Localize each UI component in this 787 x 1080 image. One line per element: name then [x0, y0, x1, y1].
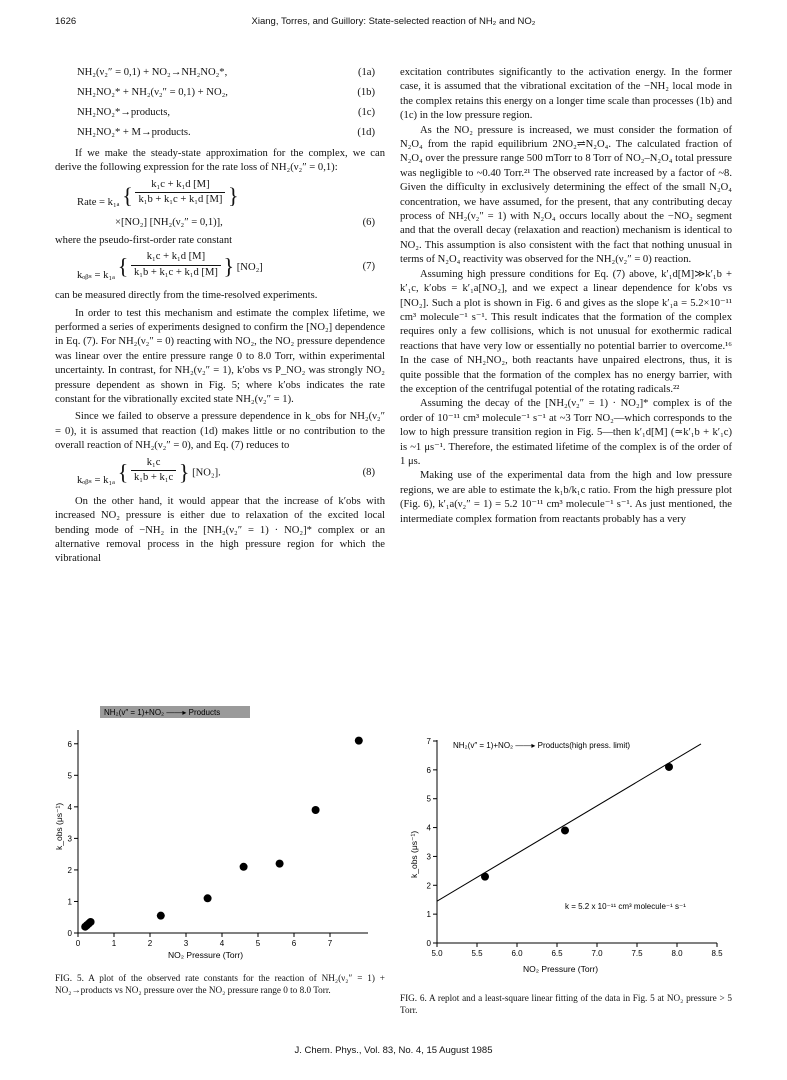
paragraph: As the NO₂ pressure is increased, we must consider the formation of N₂O₄ from the rapid equilibrium 2NO₂⇌N₂O₄. The calculated fraction of N₂O₄ over the pressure range 500 mTorr to 8 Torr of NO₂–N₂O₄ total pressure was negligible to ~0.40 Torr.²¹ The observed rate increased by a factor of ~8. Given the difficulty in exclusively determining the effect of the small N₂O₄ concentration, we have assumed, for the present, that any contributing decay process of NH₂(ν₂″ = 1) with N₂O₄ occurs locally about the −NO₂ segment and that the overall decay (relaxation and reaction) mechanism is identical to NO₂. This assumption is also consistent with the fact that nothing unusual in terms of N₂O₄ reactivity was observed for the NH₂(ν₂″ = 0) reaction.	[400, 124, 732, 266]
fig5-y-tick-label: 2	[67, 865, 72, 875]
paragraph: In order to test this mechanism and estimate the complex lifetime, we performed a series of experiments designed to confirm the [NO₂] dependence in Eq. (7). For NH₂(ν₂″ = 0) reacting with NO₂, the NO₂ pressure dependence was linear over the entire pressure range 0 to 8.0 Torr, within experimental uncertainty. In contrast, for NH₂(ν₂″ = 1), k′obs vs P_NO₂ was strongly NO₂ pressure dependent as shown in Fig. 5; where k′obs indicates the rate constant for the vibrationally excited state NH₂(ν₂″ = 1).	[55, 307, 385, 406]
fig6-data-point	[561, 826, 569, 834]
fig5-x-tick-label: 3	[183, 939, 189, 948]
right-column	[400, 66, 732, 527]
fig6-y-tick-label: 0	[426, 939, 431, 948]
fig5-x-tick-label: 2	[147, 939, 153, 948]
left-column	[55, 66, 385, 567]
fig6-y-tick-label: 3	[426, 852, 431, 862]
equation-1a: NH₂(ν₂″ = 0,1) + NO₂→NH₂NO₂*, (1a)	[77, 67, 375, 78]
figure-6-caption: FIG. 6. A replot and a least-square linear fitting of the data in Fig. 5 at NO₂ pressure > 5 Torr.	[400, 993, 732, 1015]
fig6-x-tick-label: 8.5	[711, 949, 723, 958]
fig5-data-point	[157, 912, 165, 920]
paragraph: Making use of the experimental data from the high and low pressure regions, we are able to estimate the k₁b/k₁c ratio. From the high pressure plot (Fig. 6), k′₁a(ν₂″ = 1) = 5.2 10⁻¹¹ cm³ molecule⁻¹ s⁻¹. As just mentioned, the intermediate complex formation from reactants probably has a very	[400, 470, 732, 525]
figure-5-caption: FIG. 5. A plot of the observed rate constants for the reaction of NH₂(ν₂″ = 1) + NO₂→products vs NO₂ pressure over the NO₂ pressure range 0 to 8.0 Torr.	[55, 973, 385, 995]
fig6-data-point	[481, 873, 489, 881]
paragraph: Assuming the decay of the [NH₂(ν₂″ = 1) · NO₂]* complex is of the order of 10⁻¹¹ cm³ molecule⁻¹ s⁻¹ at ~3 Torr NO₂—which corresponds to the low to high pressure transition region in Fig. 5—then k′₁d[M] (≃k′₁b + k′₁c) is ~1 μs⁻¹. Therefore, the estimated lifetime of the complex is of the order of 1 μs.	[400, 398, 732, 467]
paragraph: where the pseudo-first-order rate constant	[55, 234, 233, 246]
fig5-xlabel: NO₂ Pressure (Torr)	[168, 950, 244, 960]
fig6-legend: NH₂(v″ = 1)+NO₂ ——▸ Products(high press. limit)	[453, 741, 631, 750]
paragraph: can be measured directly from the time-resolved experiments.	[55, 290, 318, 302]
fig5-x-tick-label: 0	[75, 939, 81, 948]
fig5-x-tick-label: 1	[111, 939, 117, 948]
fig5-data-point	[276, 860, 284, 868]
fig6-annotation: k = 5.2 x 10⁻¹¹ cm³ molecule⁻¹ s⁻¹	[565, 902, 686, 911]
fig6-y-tick-label: 7	[426, 737, 431, 746]
fig5-y-tick-label: 3	[67, 834, 72, 844]
journal-footer: J. Chem. Phys., Vol. 83, No. 4, 15 August 1985	[294, 1045, 493, 1056]
fig5-legend: NH₂(v″ = 1)+NO₂ ——▸ Products	[104, 708, 221, 717]
fig5-ylabel: k_obs (μs⁻¹)	[54, 802, 64, 850]
equation-6: Rate = k₁ₐ { $\frac{\text{k₁c + k₁d [M]}}{\text{k₁b + k₁c + k₁d [M]}}$ }	[77, 178, 239, 209]
fig5-data-point	[355, 737, 363, 745]
fig5-x-tick-label: 6	[291, 939, 297, 948]
fig5-x-tick-label: 4	[219, 939, 225, 948]
fig6-y-tick-label: 2	[426, 881, 431, 891]
equation-1b: NH₂NO₂* + NH₂(ν₂″ = 0,1) + NO₂, (1b)	[77, 87, 375, 98]
fig5-y-tick-label: 6	[67, 739, 72, 749]
fig6-x-tick-label: 8.0	[671, 949, 683, 958]
paragraph: On the other hand, it would appear that the increase of k′obs with increased NO₂ pressure is either due to relaxation of the excited local bending mode of −NH₂ in the [NH₂(ν₂″ = 1) · NO₂]* complex or an alternative removal process in the high pressure region for which the vibrational	[55, 495, 385, 565]
page-number: 1626	[55, 16, 77, 27]
fig5-data-point	[204, 894, 212, 902]
paragraph: If we make the steady-state approximation for the complex, we can derive the following expression for the rate loss of NH₂(ν₂″ = 0,1):	[55, 148, 385, 174]
fig6-y-tick-label: 6	[426, 765, 431, 775]
running-title: Xiang, Torres, and Guillory: State-selected reaction of NH₂ and NO₂	[251, 16, 536, 27]
equation-1c: NH₂NO₂*→products, (1c)	[77, 107, 375, 118]
fig6-x-tick-label: 6.0	[511, 949, 523, 958]
fig5-y-tick-label: 4	[67, 802, 72, 812]
equation-8: kₒᵦₛ = k₁ₐ { $\frac{\text{k₁c}}{\text{k₁b + k₁c}}$ } [NO₂]. (8)	[77, 456, 375, 487]
fig5-y-tick-label: 1	[67, 897, 72, 907]
paragraph: excitation contributes significantly to the activation energy. In the former case, it is assumed that the vibrational excitation of the −NH₂ local mode in the complex retains this energy on a longer time scale than processes (1b) and (1c) in the low pressure region.	[400, 67, 732, 122]
paragraph: Assuming high pressure conditions for Eq. (7) above, k′₁d[M]≫k′₁b + k′₁c, k′obs = k′₁a[NO₂], and we expect a linear dependence for k′obs vs [NO₂]. Such a plot is shown in Fig. 6 and gives as the slope k′₁a = 5.2×10⁻¹¹ cm³ molecule⁻¹ s⁻¹. This result indicates that the formation of the complex requires only a few collisions, which is not unusual for exothermic radical reactions that have very low or essentially no potential barrier to overcome.¹⁶ In the case of NH₂NO₂, both reactants have unpaired electrons, thus, it is quite possible that the formation of the complex has no energy barrier, with the exception of the centrifugal potential of the rotating radicals.²²	[400, 268, 732, 395]
fig5-data-point	[312, 806, 320, 814]
equation-1d: NH₂NO₂* + M→products. (1d)	[77, 127, 375, 138]
equation-6-line2: ×[NO₂] [NH₂(ν₂″ = 0,1)], (6)	[115, 216, 375, 228]
fig5-y-tick-label: 0	[67, 929, 72, 938]
fig5-data-point	[87, 918, 95, 926]
paragraph: Since we failed to observe a pressure dependence in k_obs for NH₂(ν₂″ = 0), it is assumed that reaction (1d) makes little or no contribution to the overall reaction of NH₂(ν₂″ = 0), and Eq. (7) reduces to	[55, 411, 385, 452]
fig6-y-tick-label: 5	[426, 794, 431, 804]
fig6-y-tick-label: 4	[426, 823, 431, 833]
fig6-xlabel: NO₂ Pressure (Torr)	[523, 964, 599, 974]
fig5-data-point	[240, 863, 248, 871]
fig5-x-tick-label: 5	[255, 939, 261, 948]
fig5-y-tick-label: 5	[67, 771, 72, 781]
fig6-x-tick-label: 7.0	[591, 949, 603, 958]
equation-7: kₒᵦₛ = k₁ₐ { $\frac{\text{k₁c + k₁d [M]}}{\text{k₁b + k₁c + k₁d [M]}}$ } [NO₂] (7)	[77, 251, 375, 281]
fig6-x-tick-label: 5.5	[471, 949, 483, 958]
fig6-x-tick-label: 7.5	[631, 949, 643, 958]
fig6-ylabel: k_obs (μs⁻¹)	[409, 830, 419, 878]
fig6-x-tick-label: 5.0	[431, 949, 443, 958]
figure-5-chart	[48, 700, 378, 962]
fig6-y-tick-label: 1	[426, 910, 431, 920]
fig6-x-tick-label: 6.5	[551, 949, 563, 958]
figure-6-chart	[395, 728, 735, 980]
fig6-fit-line	[437, 744, 701, 901]
fig6-data-point	[665, 763, 673, 771]
fig5-x-tick-label: 7	[327, 939, 333, 948]
